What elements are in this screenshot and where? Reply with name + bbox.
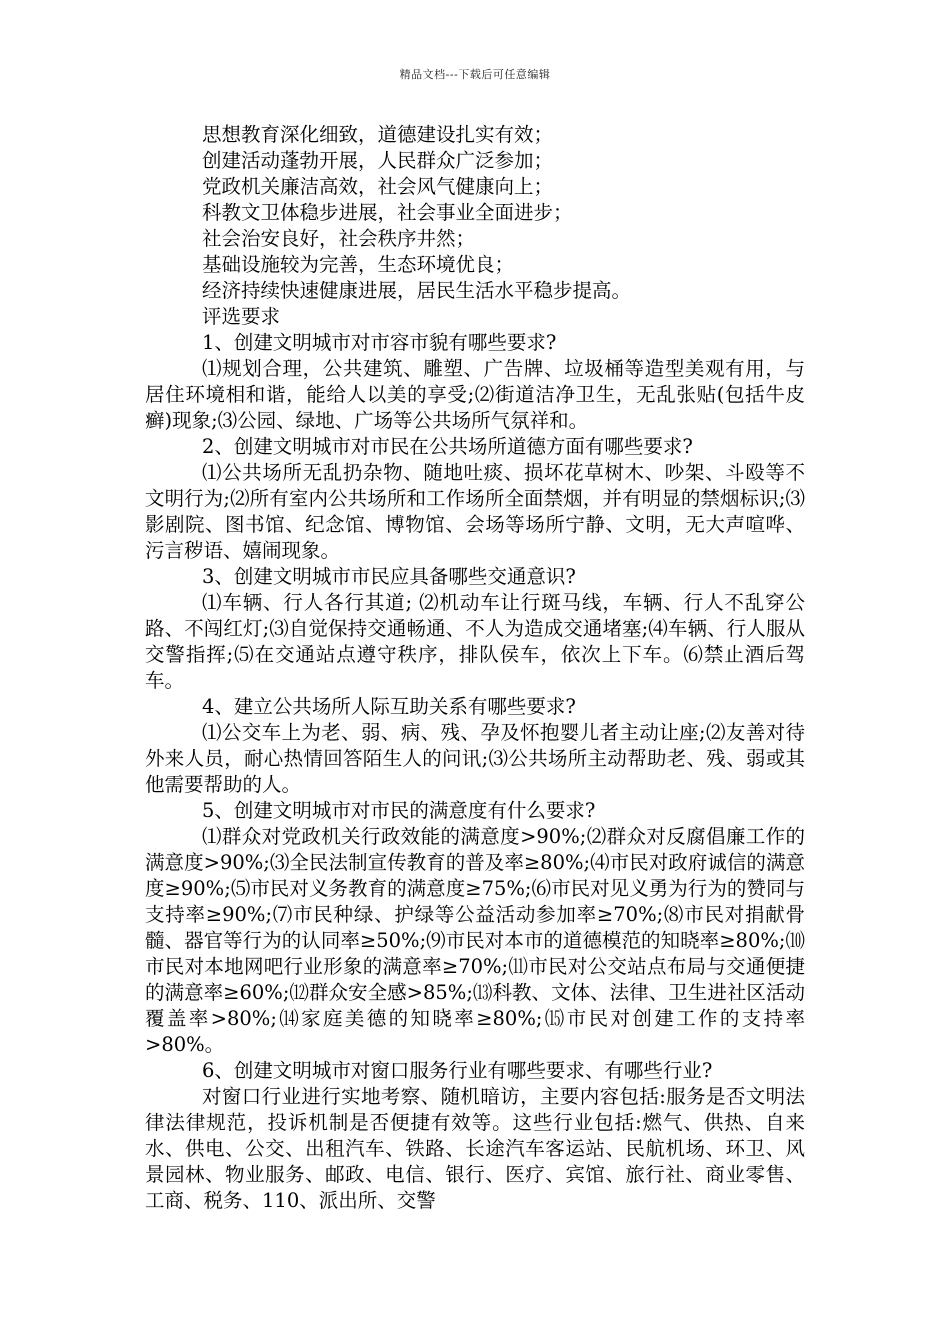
question-heading: 1、创建文明城市对市容市貌有哪些要求?	[202, 331, 557, 354]
document-body	[145, 122, 805, 1214]
answer-paragraph: 对窗口行业进行实地考察、随机暗访，主要内容包括:服务是否文明法律法律规范，投诉机制是否便捷有效等。这些行业包括:燃气、供热、自来水、供电、公交、出租汽车、铁路、长途汽车客运站、民航机场、环卫、风景园林、物业服务、邮政、电信、银行、医疗、宾馆、旅行社、商业零售、工商、税务、110、派出所、交警	[145, 1085, 805, 1212]
answer-paragraph: ⑴群众对党政机关行政效能的满意度>90%;⑵群众对反腐倡廉工作的满意度>90%;⑶全民法制宣传教育的普及率≥80%;⑷市民对政府诚信的满意度≥90%;⑸市民对义务教育的满意度≥75%;⑹市民对见义勇为行为的赞同与支持率≥90%;⑺市民种绿、护绿等公益活动参加率≥70%;⑻市民对捐献骨髓、器官等行为的认同率≥50%;⑼市民对本市的道德模范的知晓率≥80%;⑽市民对本地网吧行业形象的满意率≥70%;⑾市民对公交站点布局与交通便捷的满意率≥60%;⑿群众安全感>85%;⒀科教、文体、法律、卫生进社区活动覆盖率>80%;⒁家庭美德的知晓率≥80%;⒂市民对创建工作的支持率>80%。	[145, 825, 805, 1056]
answer-paragraph: ⑴公交车上为老、弱、病、残、孕及怀抱婴儿者主动让座;⑵友善对待外来人员，耐心热情回答陌生人的问讯;⑶公共场所主动帮助老、残、弱或其他需要帮助的人。	[145, 721, 805, 796]
goal-item: 思想教育深化细致，道德建设扎实有效；	[202, 123, 554, 146]
goal-item: 科教文卫体稳步进展，社会事业全面进步；	[202, 201, 573, 224]
section-title: 评选要求	[202, 305, 281, 328]
goal-item: 经济持续快速健康进展，居民生活水平稳步提高。	[202, 279, 632, 302]
goal-item: 创建活动蓬勃开展，人民群众广泛参加；	[202, 149, 554, 172]
question-heading: 4、建立公共场所人际互助关系有哪些要求?	[202, 695, 576, 718]
answer-paragraph: ⑴规划合理，公共建筑、雕塑、广告牌、垃圾桶等造型美观有用，与居住环境相和谐，能给人以美的享受;⑵街道洁净卫生，无乱张贴(包括牛皮癣)现象;⑶公园、绿地、广场等公共场所气氛祥和。	[145, 357, 805, 432]
goal-item: 基础设施较为完善，生态环境优良；	[202, 253, 515, 276]
question-heading: 2、创建文明城市对市民在公共场所道德方面有哪些要求?	[202, 435, 693, 458]
answer-paragraph: ⑴车辆、行人各行其道; ⑵机动车让行斑马线，车辆、行人不乱穿公路、不闯红灯;⑶自觉保持交通畅通、不人为造成交通堵塞;⑷车辆、行人服从交警指挥;⑸在交通站点遵守秩序，排队侯车，依次上下车。⑹禁止酒后驾车。	[145, 591, 805, 692]
page-header: 精品文档---下载后可任意编辑	[399, 68, 551, 81]
question-heading: 5、创建文明城市对市民的满意度有什么要求?	[202, 799, 596, 822]
goal-item: 党政机关廉洁高效，社会风气健康向上；	[202, 175, 554, 198]
question-heading: 3、创建文明城市市民应具备哪些交通意识?	[202, 565, 576, 588]
answer-paragraph: ⑴公共场所无乱扔杂物、随地吐痰、损坏花草树木、吵架、斗殴等不文明行为;⑵所有室内公共场所和工作场所全面禁烟，并有明显的禁烟标识;⑶影剧院、图书馆、纪念馆、博物馆、会场等场所宁静、文明，无大声喧哗、污言秽语、嬉闹现象。	[145, 461, 805, 562]
goal-item: 社会治安良好，社会秩序井然；	[202, 227, 476, 250]
question-heading: 6、创建文明城市对窗口服务行业有哪些要求、有哪些行业?	[202, 1059, 713, 1082]
